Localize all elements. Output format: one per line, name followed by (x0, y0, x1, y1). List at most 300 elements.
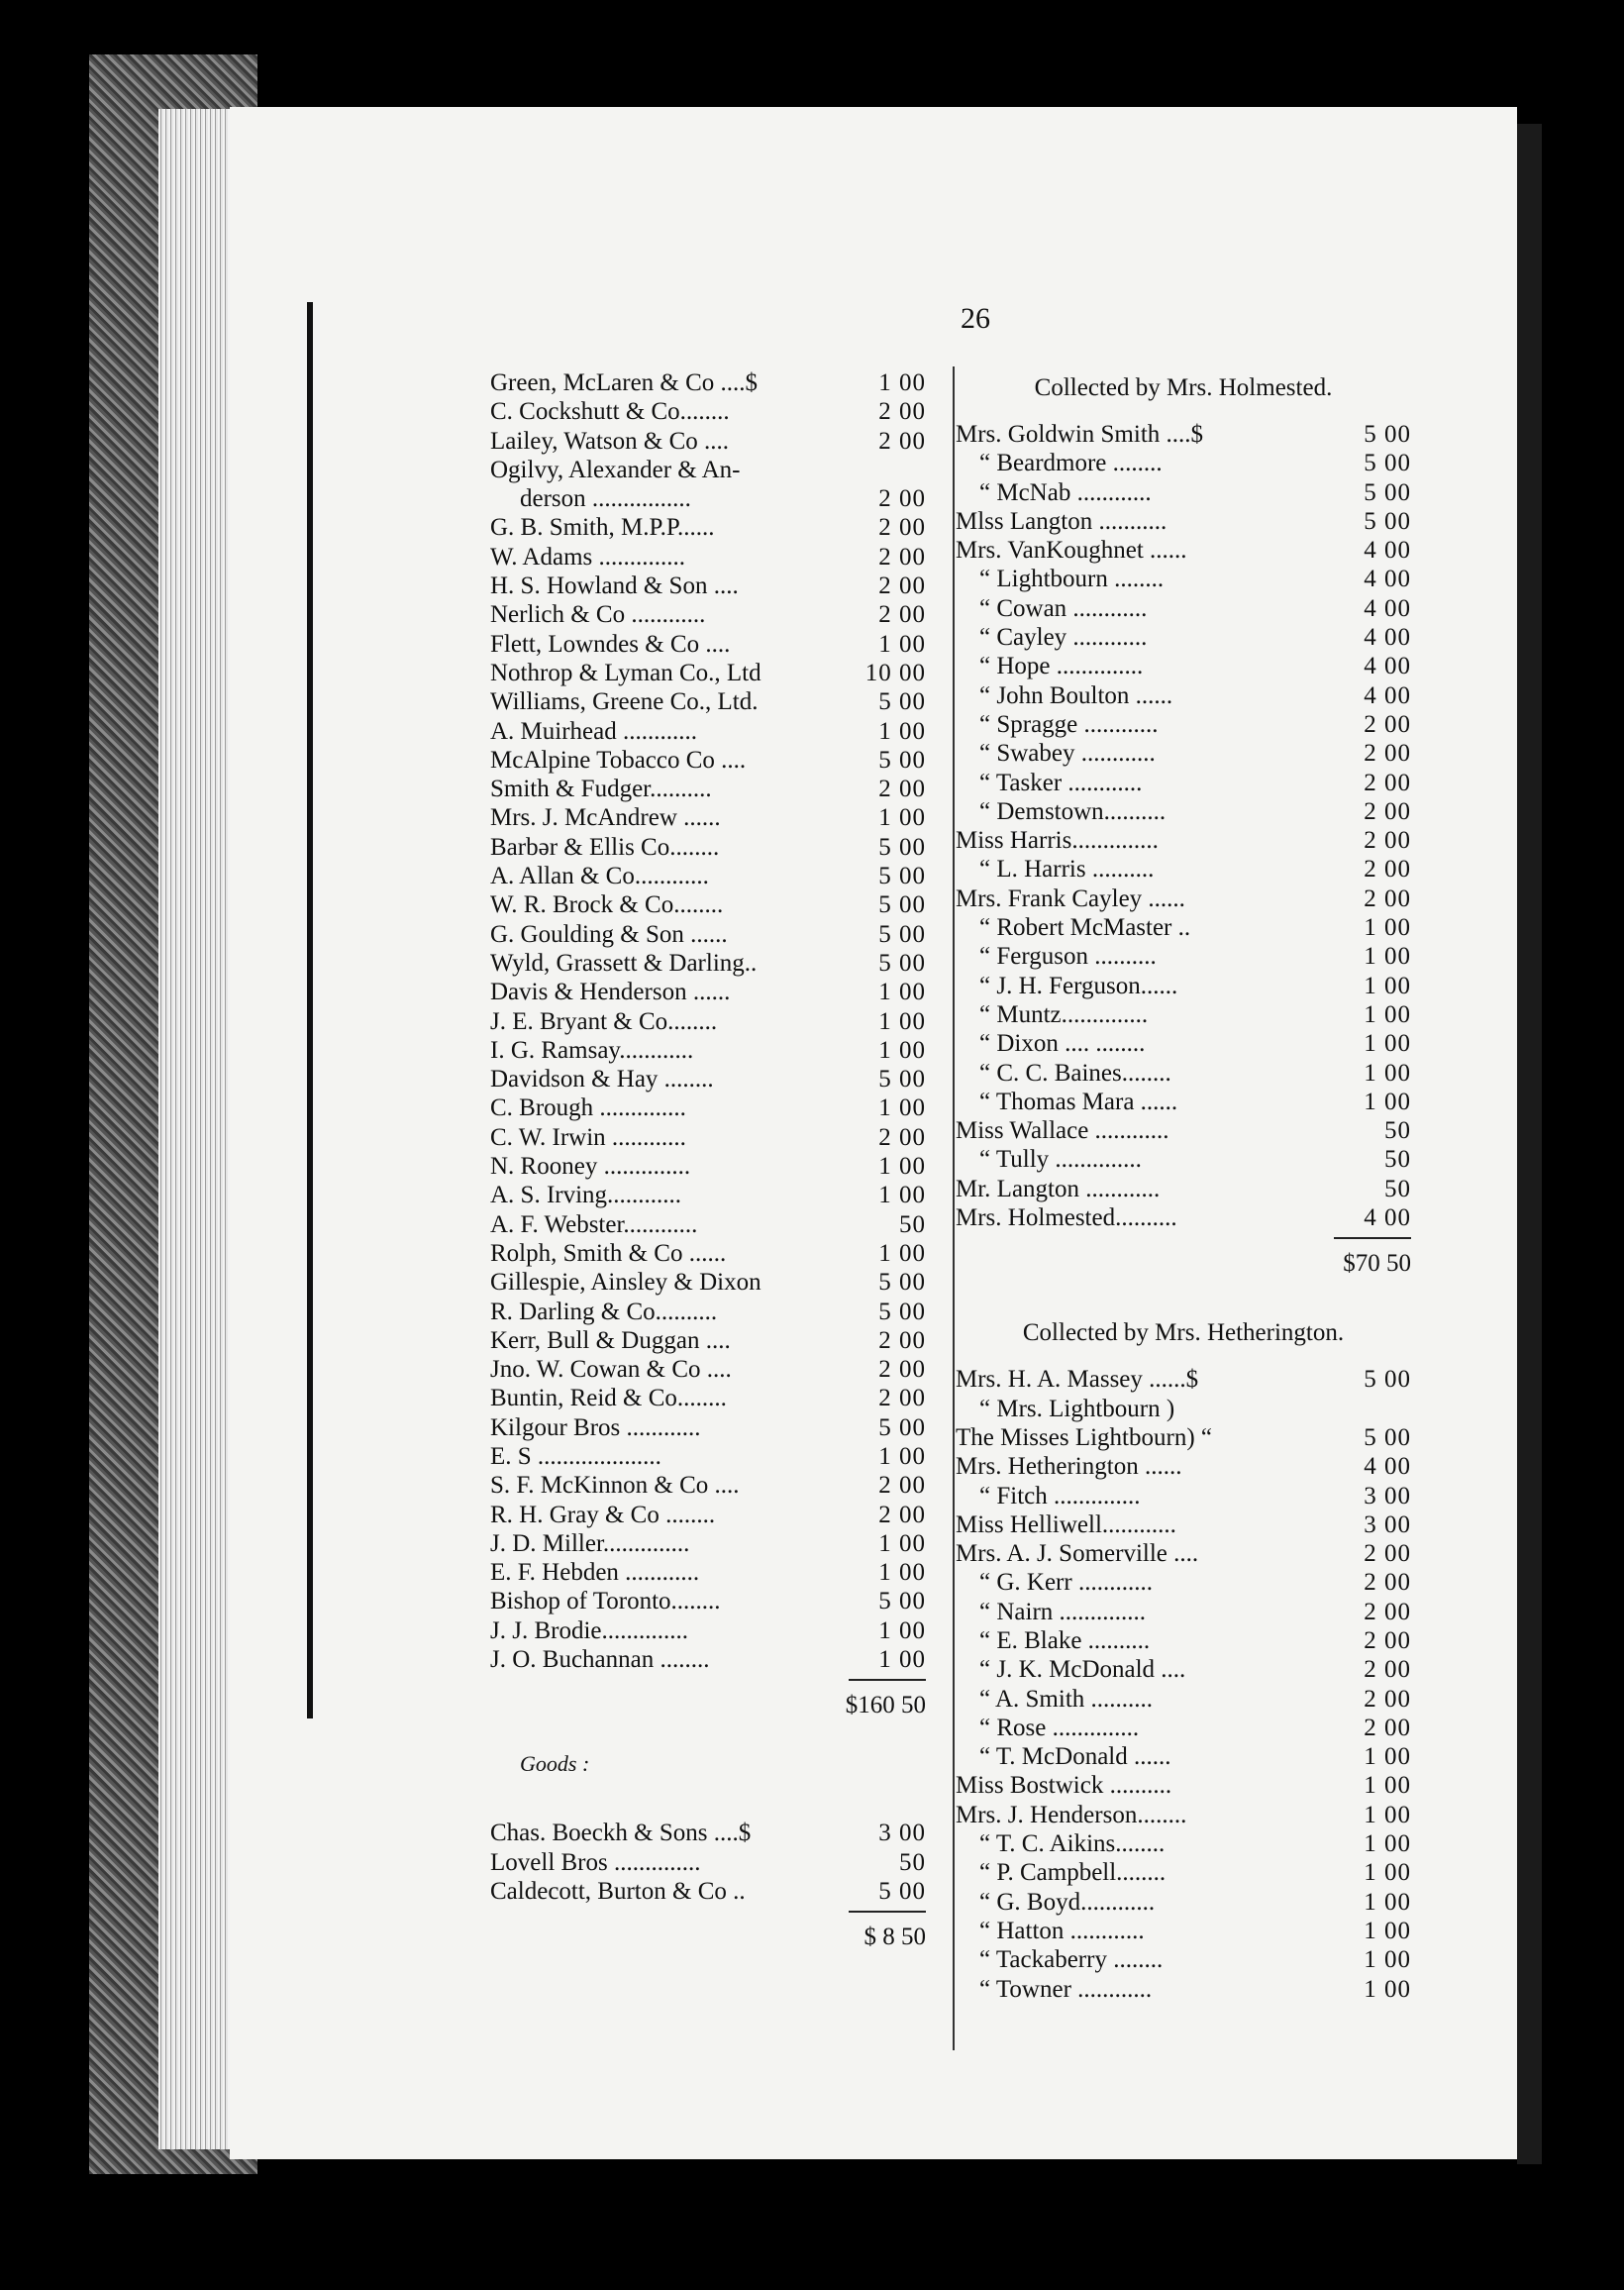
entry-name: “ E. Blake .......... (979, 1626, 1151, 1654)
entry-row (956, 1917, 1411, 1945)
entry-name: “ J. K. McDonald .... (979, 1656, 1186, 1684)
page-number: 26 (961, 302, 990, 335)
entry-name: McAlpine Tobacco Co .... (490, 746, 747, 774)
entry-amount: 1 00 (878, 1646, 926, 1674)
entry-amount: 1 00 (1364, 972, 1411, 999)
donor-total: $160 50 (845, 1692, 926, 1719)
entry-amount: 50 (899, 1210, 926, 1238)
entry-row (956, 420, 1411, 449)
entry-row (490, 427, 926, 456)
entry-name: “ T. C. Aikins........ (979, 1830, 1166, 1858)
entry-row (490, 1616, 926, 1645)
entry-name: “ John Boulton ...... (979, 681, 1173, 709)
entry-amount: 5 00 (1364, 478, 1411, 506)
entry-row (490, 600, 926, 629)
entry-row (956, 1771, 1411, 1800)
entry-row (490, 1501, 926, 1529)
entry-amount: 2 00 (878, 427, 926, 455)
entry-row (490, 1210, 926, 1239)
entry-row (956, 1742, 1411, 1771)
entry-amount: 5 00 (1364, 1366, 1411, 1394)
entry-name: “ McNab ............ (979, 478, 1152, 506)
entry-amount: 3 00 (1364, 1510, 1411, 1538)
entry-row (956, 739, 1411, 768)
entry-amount: 2 00 (878, 485, 926, 513)
entry-name: Kerr, Bull & Duggan .... (490, 1326, 731, 1354)
entry-amount: 2 00 (878, 1385, 926, 1412)
entry-name: C. W. Irwin ............ (490, 1123, 686, 1151)
entry-amount: 50 (1384, 1117, 1411, 1145)
entry-name: “ Hatton ............ (979, 1917, 1145, 1944)
entry-name: Wyld, Grassett & Darling.. (490, 949, 758, 977)
entry-name: “ Thomas Mara ...... (979, 1088, 1178, 1115)
entry-amount: 5 00 (1364, 421, 1411, 448)
entry-row (490, 978, 926, 1006)
entry-row (956, 1685, 1411, 1714)
entry-row (490, 484, 926, 513)
entry-row (956, 942, 1411, 971)
left-column (490, 368, 926, 1961)
entry-row (956, 478, 1411, 507)
entry-row (490, 1384, 926, 1412)
entry-amount: 2 00 (1364, 1569, 1411, 1597)
entry-row (490, 1065, 926, 1093)
entry-name: “ Lightbourn ........ (979, 566, 1165, 593)
section-gap (956, 1288, 1411, 1313)
entry-amount: 1 00 (878, 630, 926, 658)
entry-name: Buntin, Reid & Co........ (490, 1385, 727, 1412)
entry-row (490, 572, 926, 600)
entry-amount: 2 00 (878, 601, 926, 629)
entry-amount: 1 00 (878, 1182, 926, 1209)
entry-name: “ Cayley ............ (979, 624, 1148, 652)
entry-row (956, 1510, 1411, 1539)
goods-list (490, 1819, 926, 1906)
entry-amount: 2 00 (878, 1472, 926, 1500)
right-column (956, 368, 1411, 2004)
entry-name: Rolph, Smith & Co ...... (490, 1239, 727, 1267)
entry-name: Miss Harris.............. (956, 827, 1159, 855)
entry-amount: 1 00 (878, 1559, 926, 1587)
entry-row (956, 536, 1411, 565)
entry-amount: 1 00 (878, 1239, 926, 1267)
entry-amount: 1 00 (878, 717, 926, 745)
entry-name: E. F. Hebden ............ (490, 1559, 700, 1587)
entry-name: G. B. Smith, M.P.P...... (490, 514, 715, 542)
entry-row (490, 659, 926, 687)
entry-name: “ P. Campbell........ (979, 1859, 1167, 1887)
entry-amount: 5 00 (878, 863, 926, 890)
entry-amount: 1 00 (878, 1153, 926, 1181)
entry-name: A. Allan & Co............ (490, 863, 709, 890)
entry-name: A. F. Webster............ (490, 1210, 698, 1238)
entry-amount: 5 00 (878, 1877, 926, 1905)
entry-row (956, 1888, 1411, 1917)
entry-name: G. Goulding & Son ...... (490, 920, 728, 948)
entry-name: “ Dixon .... ........ (979, 1030, 1146, 1058)
entry-row (956, 972, 1411, 1000)
entry-row (490, 1471, 926, 1500)
entry-row (490, 1007, 926, 1036)
entry-row (490, 1298, 926, 1326)
entry-name: Miss Bostwick .......... (956, 1772, 1172, 1800)
entry-name: A. Muirhead ............ (490, 717, 697, 745)
entry-amount: 2 00 (1364, 1656, 1411, 1684)
entry-row (490, 456, 926, 484)
entry-row (490, 1152, 926, 1181)
entry-amount: 2 00 (1364, 856, 1411, 884)
entry-name: Ogilvy, Alexander & An- (490, 456, 741, 483)
entry-amount: 1 00 (1364, 1030, 1411, 1058)
entry-amount: 5 00 (878, 1269, 926, 1297)
entry-name: “ Tasker ............ (979, 769, 1143, 796)
entry-row (490, 1181, 926, 1209)
entry-amount: 5 00 (1364, 507, 1411, 535)
entry-name: Caldecott, Burton & Co .. (490, 1877, 746, 1905)
entry-row (956, 1482, 1411, 1510)
entry-amount: 5 00 (878, 1588, 926, 1615)
entry-amount: 1 00 (878, 979, 926, 1006)
entry-name: S. F. McKinnon & Co .... (490, 1472, 740, 1500)
entry-row (956, 855, 1411, 884)
entry-name: Jno. W. Cowan & Co .... (490, 1356, 732, 1384)
entry-amount: 2 00 (878, 543, 926, 571)
entry-name: Miss Wallace ............ (956, 1117, 1169, 1145)
entry-row (490, 1355, 926, 1384)
total-rule (490, 1906, 926, 1918)
goods-total: $ 8 50 (863, 1924, 926, 1951)
entry-amount: 2 00 (878, 1326, 926, 1354)
entry-name: “ G. Kerr ............ (979, 1569, 1153, 1597)
entry-row (956, 826, 1411, 855)
entry-row (956, 1000, 1411, 1029)
entry-amount: 2 00 (1364, 1714, 1411, 1741)
entry-name: “ Swabey ............ (979, 740, 1156, 768)
entry-row (956, 623, 1411, 652)
entry-name: “ Hope .............. (979, 653, 1144, 680)
entry-row (956, 1203, 1411, 1232)
entry-row (490, 1326, 926, 1355)
entry-amount: 1 00 (878, 1036, 926, 1064)
entry-amount: 2 00 (1364, 1626, 1411, 1654)
entry-row (490, 1123, 926, 1152)
entry-row (490, 687, 926, 716)
entry-amount: 1 00 (878, 1529, 926, 1557)
entry-name: “ Mrs. Lightbourn ) (979, 1395, 1175, 1422)
entry-name: Mr. Langton ............ (956, 1175, 1161, 1202)
entry-amount: 2 00 (1364, 710, 1411, 738)
entry-name: Smith & Fudger.......... (490, 776, 712, 803)
entry-row (490, 1558, 926, 1587)
donor-list (490, 368, 926, 1674)
entry-row (490, 717, 926, 746)
entry-row (956, 507, 1411, 536)
entry-name: H. S. Howland & Son .... (490, 572, 739, 600)
entry-name: I. G. Ramsay............ (490, 1036, 694, 1064)
entry-name: Mrs. J. Henderson........ (956, 1801, 1187, 1828)
entry-amount: 10 00 (864, 659, 926, 686)
entry-amount: 3 00 (1364, 1482, 1411, 1509)
entry-row (490, 1413, 926, 1442)
entry-name: N. Rooney .............. (490, 1153, 691, 1181)
entry-name: R. H. Gray & Co ........ (490, 1501, 716, 1528)
entry-amount: 1 00 (1364, 1917, 1411, 1944)
entry-amount: 50 (1384, 1146, 1411, 1174)
holmested-heading: Collected by Mrs. Holmested. (1034, 374, 1333, 401)
entry-row (956, 1945, 1411, 1974)
entry-amount: 4 00 (1364, 594, 1411, 622)
entry-amount: 1 00 (1364, 1743, 1411, 1771)
entry-row (490, 1036, 926, 1065)
entry-amount: 2 00 (878, 776, 926, 803)
entry-amount: 2 00 (1364, 797, 1411, 825)
entry-row (956, 1975, 1411, 2004)
entry-amount: 1 00 (878, 1094, 926, 1122)
entry-row (956, 797, 1411, 826)
entry-name: Lailey, Watson & Co .... (490, 427, 730, 455)
entry-amount: 1 00 (878, 369, 926, 396)
entry-row (490, 1442, 926, 1471)
entry-row (956, 913, 1411, 942)
entry-amount: 2 00 (878, 1501, 926, 1528)
entry-name: Mrs. Hetherington ...... (956, 1453, 1182, 1481)
entry-row (490, 513, 926, 542)
entry-row (956, 1116, 1411, 1145)
entry-amount: 5 00 (878, 920, 926, 948)
entry-amount: 1 00 (1364, 943, 1411, 971)
entry-row (956, 565, 1411, 593)
entry-amount: 2 00 (1364, 1598, 1411, 1625)
entry-row (956, 1452, 1411, 1481)
entry-row (490, 920, 926, 949)
entry-amount: 1 00 (1364, 1859, 1411, 1887)
entry-name: “ Nairn .............. (979, 1598, 1147, 1625)
entry-amount: 1 00 (878, 1007, 926, 1035)
entry-amount: 1 00 (1364, 1946, 1411, 1974)
entry-name: Mrs. VanKoughnet ...... (956, 537, 1187, 565)
entry-amount: 2 00 (1364, 827, 1411, 855)
entry-name: Mrs. H. A. Massey ......$ (956, 1366, 1199, 1394)
entry-name: “ Spragge ............ (979, 710, 1159, 738)
entry-amount: 2 00 (878, 1356, 926, 1384)
entry-amount: 5 00 (878, 1413, 926, 1441)
entry-row (490, 775, 926, 803)
entry-amount: 5 00 (878, 949, 926, 977)
entry-amount: 2 00 (1364, 1685, 1411, 1713)
entry-amount: 2 00 (1364, 740, 1411, 768)
entry-amount: 1 00 (1364, 1801, 1411, 1828)
entry-name: C. Brough .............. (490, 1094, 686, 1122)
entry-amount: 4 00 (1364, 566, 1411, 593)
entry-name: Gillespie, Ainsley & Dixon (490, 1269, 761, 1297)
entry-row (490, 1877, 926, 1906)
entry-row (490, 1529, 926, 1558)
entry-row (956, 1801, 1411, 1829)
entry-name: “ Demstown.......... (979, 797, 1167, 825)
entry-row (490, 803, 926, 832)
entry-name: Lovell Bros .............. (490, 1848, 701, 1876)
entry-amount: 5 00 (878, 688, 926, 716)
holmested-total: $70 50 (1343, 1250, 1411, 1278)
entry-name: J. J. Brodie.............. (490, 1616, 688, 1644)
entry-name: “ Muntz.............. (979, 1000, 1149, 1028)
entry-row (956, 1598, 1411, 1626)
entry-row (490, 1587, 926, 1615)
entry-amount: 5 00 (878, 746, 926, 774)
entry-name: J. D. Miller.............. (490, 1529, 690, 1557)
entry-amount: 1 00 (1364, 1088, 1411, 1115)
binding-shadow (1517, 124, 1542, 2164)
entry-name: “ Towner ............ (979, 1975, 1153, 2003)
entry-name: Davidson & Hay ........ (490, 1066, 714, 1093)
entry-amount: 1 00 (1364, 1975, 1411, 2003)
entry-name: “ J. H. Ferguson...... (979, 972, 1178, 999)
entry-amount: 4 00 (1364, 653, 1411, 680)
entry-amount: 4 00 (1364, 537, 1411, 565)
entry-row (490, 833, 926, 862)
entry-name: “ Cowan ............ (979, 594, 1148, 622)
entry-row (490, 397, 926, 426)
entry-row (956, 1539, 1411, 1568)
entry-row (490, 746, 926, 775)
entry-row (490, 949, 926, 978)
entry-row (956, 710, 1411, 739)
entry-row (490, 1819, 926, 1847)
entry-amount: 1 00 (1364, 1830, 1411, 1858)
entry-name: Chas. Boeckh & Sons ....$ (490, 1820, 752, 1847)
entry-amount: 4 00 (1364, 624, 1411, 652)
entry-name: Flett, Lowndes & Co .... (490, 630, 731, 658)
entry-amount: 4 00 (1364, 1453, 1411, 1481)
entry-row (956, 652, 1411, 680)
entry-name: “ Rose .............. (979, 1714, 1140, 1741)
entry-name: Mrs. Goldwin Smith ....$ (956, 421, 1204, 448)
entry-name: “ Beardmore ........ (979, 450, 1163, 477)
entry-amount: 1 00 (1364, 1888, 1411, 1916)
entry-name: “ Fitch .............. (979, 1482, 1141, 1509)
entry-name: J. O. Buchannan ........ (490, 1646, 710, 1674)
entry-row (956, 681, 1411, 710)
entry-name: J. E. Bryant & Co........ (490, 1007, 718, 1035)
entry-amount: 4 00 (1364, 681, 1411, 709)
entry-name: Miss Helliwell............ (956, 1510, 1176, 1538)
entry-row (956, 1395, 1411, 1423)
entry-row (490, 368, 926, 397)
entry-amount: 5 00 (878, 1298, 926, 1325)
entry-row (490, 1239, 926, 1268)
entry-row (956, 449, 1411, 477)
entry-row (490, 1848, 926, 1877)
entry-name: R. Darling & Co.......... (490, 1298, 718, 1325)
entry-row (956, 1714, 1411, 1742)
entry-amount: 1 00 (878, 1616, 926, 1644)
entry-amount: 50 (1384, 1175, 1411, 1202)
entry-amount: 1 00 (878, 1442, 926, 1470)
entry-name: A. S. Irving............ (490, 1182, 682, 1209)
entry-amount: 2 00 (878, 514, 926, 542)
entry-row (956, 594, 1411, 623)
entry-row (956, 1175, 1411, 1203)
entry-name: “ Tully .............. (979, 1146, 1142, 1174)
entry-row (956, 1365, 1411, 1394)
entry-name: Mrs. Frank Cayley ...... (956, 885, 1185, 912)
entry-name: W. R. Brock & Co........ (490, 891, 724, 919)
goods-heading: Goods : (520, 1751, 590, 1777)
entry-name: “ Ferguson .......... (979, 943, 1157, 971)
entry-amount: 5 00 (1364, 1423, 1411, 1451)
entry-amount: 50 (899, 1848, 926, 1876)
total-rule (490, 1674, 926, 1686)
entry-name: Williams, Greene Co., Ltd. (490, 688, 759, 716)
entry-name: Barbər & Ellis Co........ (490, 833, 720, 861)
entry-amount: 2 00 (878, 572, 926, 600)
margin-rule (307, 302, 313, 1718)
entry-row (490, 890, 926, 919)
entry-name: Davis & Henderson ...... (490, 979, 731, 1006)
entry-name: The Misses Lightbourn) “ (956, 1423, 1212, 1451)
entry-amount: 3 00 (878, 1820, 926, 1847)
entry-row (956, 1655, 1411, 1684)
entry-name: “ C. C. Baines........ (979, 1059, 1171, 1087)
entry-row (490, 1093, 926, 1122)
entry-amount: 5 00 (878, 1066, 926, 1093)
entry-name: Mrs. A. J. Somerville .... (956, 1540, 1199, 1568)
entry-row (956, 769, 1411, 797)
entry-name: “ A. Smith .......... (979, 1685, 1154, 1713)
entry-name: Green, McLaren & Co ....$ (490, 369, 759, 396)
entry-amount: 5 00 (1364, 450, 1411, 477)
entry-row (956, 1088, 1411, 1116)
entry-row (956, 1568, 1411, 1597)
entry-amount: 2 00 (1364, 1540, 1411, 1568)
entry-amount: 2 00 (878, 398, 926, 426)
entry-name: “ Robert McMaster .. (979, 914, 1191, 942)
entry-name: Mlss Langton ........... (956, 507, 1167, 535)
entry-amount: 1 00 (1364, 914, 1411, 942)
entry-amount: 1 00 (1364, 1000, 1411, 1028)
entry-amount: 2 00 (1364, 885, 1411, 912)
entry-row (490, 543, 926, 572)
entry-amount: 4 00 (1364, 1204, 1411, 1232)
entry-amount: 5 00 (878, 891, 926, 919)
entry-row (956, 1858, 1411, 1887)
entry-name: C. Cockshutt & Co........ (490, 398, 730, 426)
entry-amount: 5 00 (878, 833, 926, 861)
entry-name: derson ................ (520, 485, 691, 513)
entry-amount: 2 00 (1364, 769, 1411, 796)
entry-row (956, 1145, 1411, 1174)
entry-row (490, 1645, 926, 1674)
entry-row (956, 1059, 1411, 1088)
entry-row (956, 1423, 1411, 1452)
entry-row (956, 885, 1411, 913)
entry-name: “ L. Harris .......... (979, 856, 1155, 884)
entry-name: Nothrop & Lyman Co., Ltd (490, 659, 761, 686)
entry-amount: 1 00 (1364, 1059, 1411, 1087)
entry-name: Nerlich & Co ............ (490, 601, 706, 629)
entry-name: “ T. McDonald ...... (979, 1743, 1171, 1771)
column-divider (953, 366, 955, 2050)
entry-name: W. Adams .............. (490, 543, 685, 571)
entry-name: Mrs. J. McAndrew ...... (490, 804, 721, 832)
entry-row (490, 630, 926, 659)
entry-row (490, 1268, 926, 1297)
hetherington-heading: Collected by Mrs. Hetherington. (1022, 1319, 1345, 1347)
hetherington-list (956, 1365, 1411, 2004)
entry-name: Mrs. Holmested.......... (956, 1204, 1177, 1232)
entry-amount: 1 00 (878, 804, 926, 832)
entry-amount: 2 00 (878, 1123, 926, 1151)
